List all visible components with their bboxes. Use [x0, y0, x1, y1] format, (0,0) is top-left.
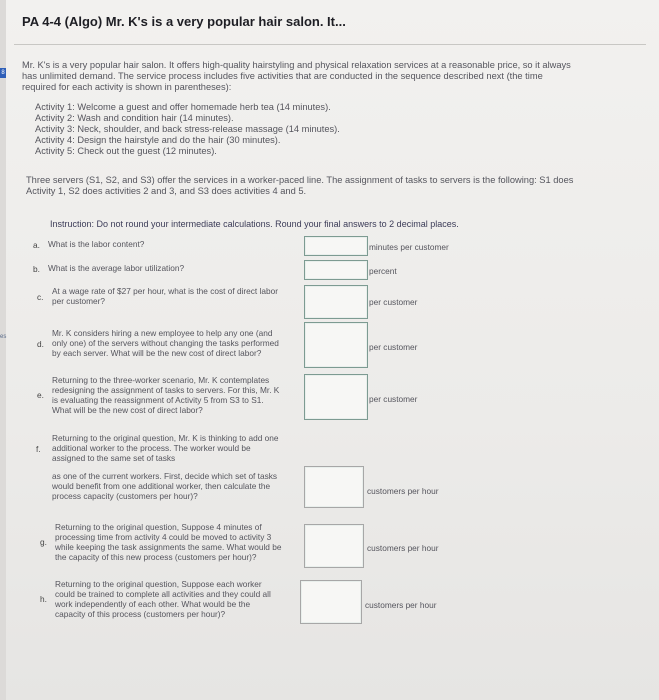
- question-h-text: could be trained to complete all activities and they could all: [55, 589, 271, 599]
- answer-g-input[interactable]: [304, 524, 364, 568]
- question-f-text: assigned to the same set of tasks: [52, 453, 176, 463]
- question-h-text: work independently of each other. What would be the: [55, 599, 251, 609]
- question-letter: g.: [40, 537, 47, 547]
- question-e-text: is evaluating the reassignment of Activity 5 from S3 to S1.: [52, 395, 264, 405]
- answer-c-input[interactable]: [304, 285, 368, 319]
- question-letter: d.: [37, 339, 44, 349]
- question-h-text: capacity of this process (customers per hour)?: [55, 609, 226, 619]
- answer-b-unit: percent: [369, 266, 397, 276]
- question-g-text: the capacity of this new process (customers per hour)?: [55, 552, 257, 562]
- question-c-text: At a wage rate of $27 per hour, what is the cost of direct labor: [52, 286, 278, 296]
- question-a-text: What is the labor content?: [48, 239, 145, 249]
- activity-4: Activity 4: Design the hairstyle and do the hair (30 minutes).: [35, 135, 281, 145]
- question-letter: b.: [33, 264, 40, 274]
- activity-1: Activity 1: Welcome a guest and offer homemade herb tea (14 minutes).: [35, 102, 331, 112]
- intro-line: Mr. K's is a very popular hair salon. It offers high-quality hairstyling and physical relaxation services at a reasonable price, so it always: [22, 60, 571, 70]
- answer-d-input[interactable]: [304, 322, 368, 368]
- side-tab[interactable]: 8: [1, 70, 5, 76]
- intro-line: has unlimited demand. The service process includes five activities that are conducted in the sequence described next (the time: [22, 71, 543, 81]
- activity-3: Activity 3: Neck, shoulder, and back stress-release massage (14 minutes).: [35, 124, 340, 134]
- question-e-text: redesigning the assignment of tasks to servers. For this, Mr. K: [52, 385, 280, 395]
- answer-f-input[interactable]: [304, 466, 364, 508]
- question-letter: f.: [36, 444, 41, 454]
- activity-2: Activity 2: Wash and condition hair (14 minutes).: [35, 113, 234, 123]
- answer-a-input[interactable]: [304, 236, 368, 256]
- question-f-text: additional worker to the process. The worker would be: [52, 443, 251, 453]
- answer-e-unit: per customer: [369, 394, 418, 404]
- answer-h-unit: customers per hour: [365, 600, 437, 610]
- answer-d-unit: per customer: [369, 342, 418, 352]
- question-letter: h.: [40, 594, 47, 604]
- question-f-text: process capacity (customers per hour)?: [52, 491, 198, 501]
- question-g-text: while keeping the task assignments the same. What would be: [55, 542, 282, 552]
- question-f-text: as one of the current workers. First, decide which set of tasks: [52, 471, 278, 481]
- question-h-text: Returning to the original question, Suppose each worker: [55, 579, 262, 589]
- answer-a-unit: minutes per customer: [369, 242, 449, 252]
- question-c-text: per customer?: [52, 296, 106, 306]
- page-title: PA 4-4 (Algo) Mr. K's is a very popular hair salon. It...: [22, 14, 346, 29]
- servers-line: Activity 1, S2 does activities 2 and 3, and S3 does activities 4 and 5.: [26, 186, 307, 196]
- servers-line: Three servers (S1, S2, and S3) offer the services in a worker-paced line. The assignment of tasks to servers is the following: S1 does: [26, 175, 574, 185]
- question-g-text: processing time from activity 4 could be moved to activity 3: [55, 532, 272, 542]
- question-f-text: would benefit from one additional worker, then calculate the: [52, 481, 271, 491]
- side-mark: es: [0, 334, 7, 340]
- question-letter: a.: [33, 240, 40, 250]
- question-letter: e.: [37, 390, 44, 400]
- question-d-text: Mr. K considers hiring a new employee to help any one (and: [52, 328, 273, 338]
- activity-5: Activity 5: Check out the guest (12 minutes).: [35, 146, 217, 156]
- intro-line: required for each activity is shown in parentheses):: [22, 82, 232, 92]
- title-divider: [14, 44, 646, 45]
- question-f-text: Returning to the original question, Mr. K is thinking to add one: [52, 433, 279, 443]
- question-letter: c.: [37, 292, 44, 302]
- answer-c-unit: per customer: [369, 297, 418, 307]
- question-e-text: Returning to the three-worker scenario, Mr. K contemplates: [52, 375, 270, 385]
- question-d-text: by each server. What will be the new cost of direct labor?: [52, 348, 262, 358]
- answer-g-unit: customers per hour: [367, 543, 439, 553]
- question-d-text: only one) of the servers without changing the tasks performed: [52, 338, 279, 348]
- question-b-text: What is the average labor utilization?: [48, 263, 185, 273]
- question-e-text: What will be the new cost of direct labor?: [52, 405, 203, 415]
- instruction-text: Instruction: Do not round your intermediate calculations. Round your final answers to 2 decimal places.: [50, 219, 459, 229]
- answer-h-input[interactable]: [300, 580, 362, 624]
- answer-b-input[interactable]: [304, 260, 368, 280]
- answer-e-input[interactable]: [304, 374, 368, 420]
- answer-f-unit: customers per hour: [367, 486, 439, 496]
- question-g-text: Returning to the original question, Suppose 4 minutes of: [55, 522, 262, 532]
